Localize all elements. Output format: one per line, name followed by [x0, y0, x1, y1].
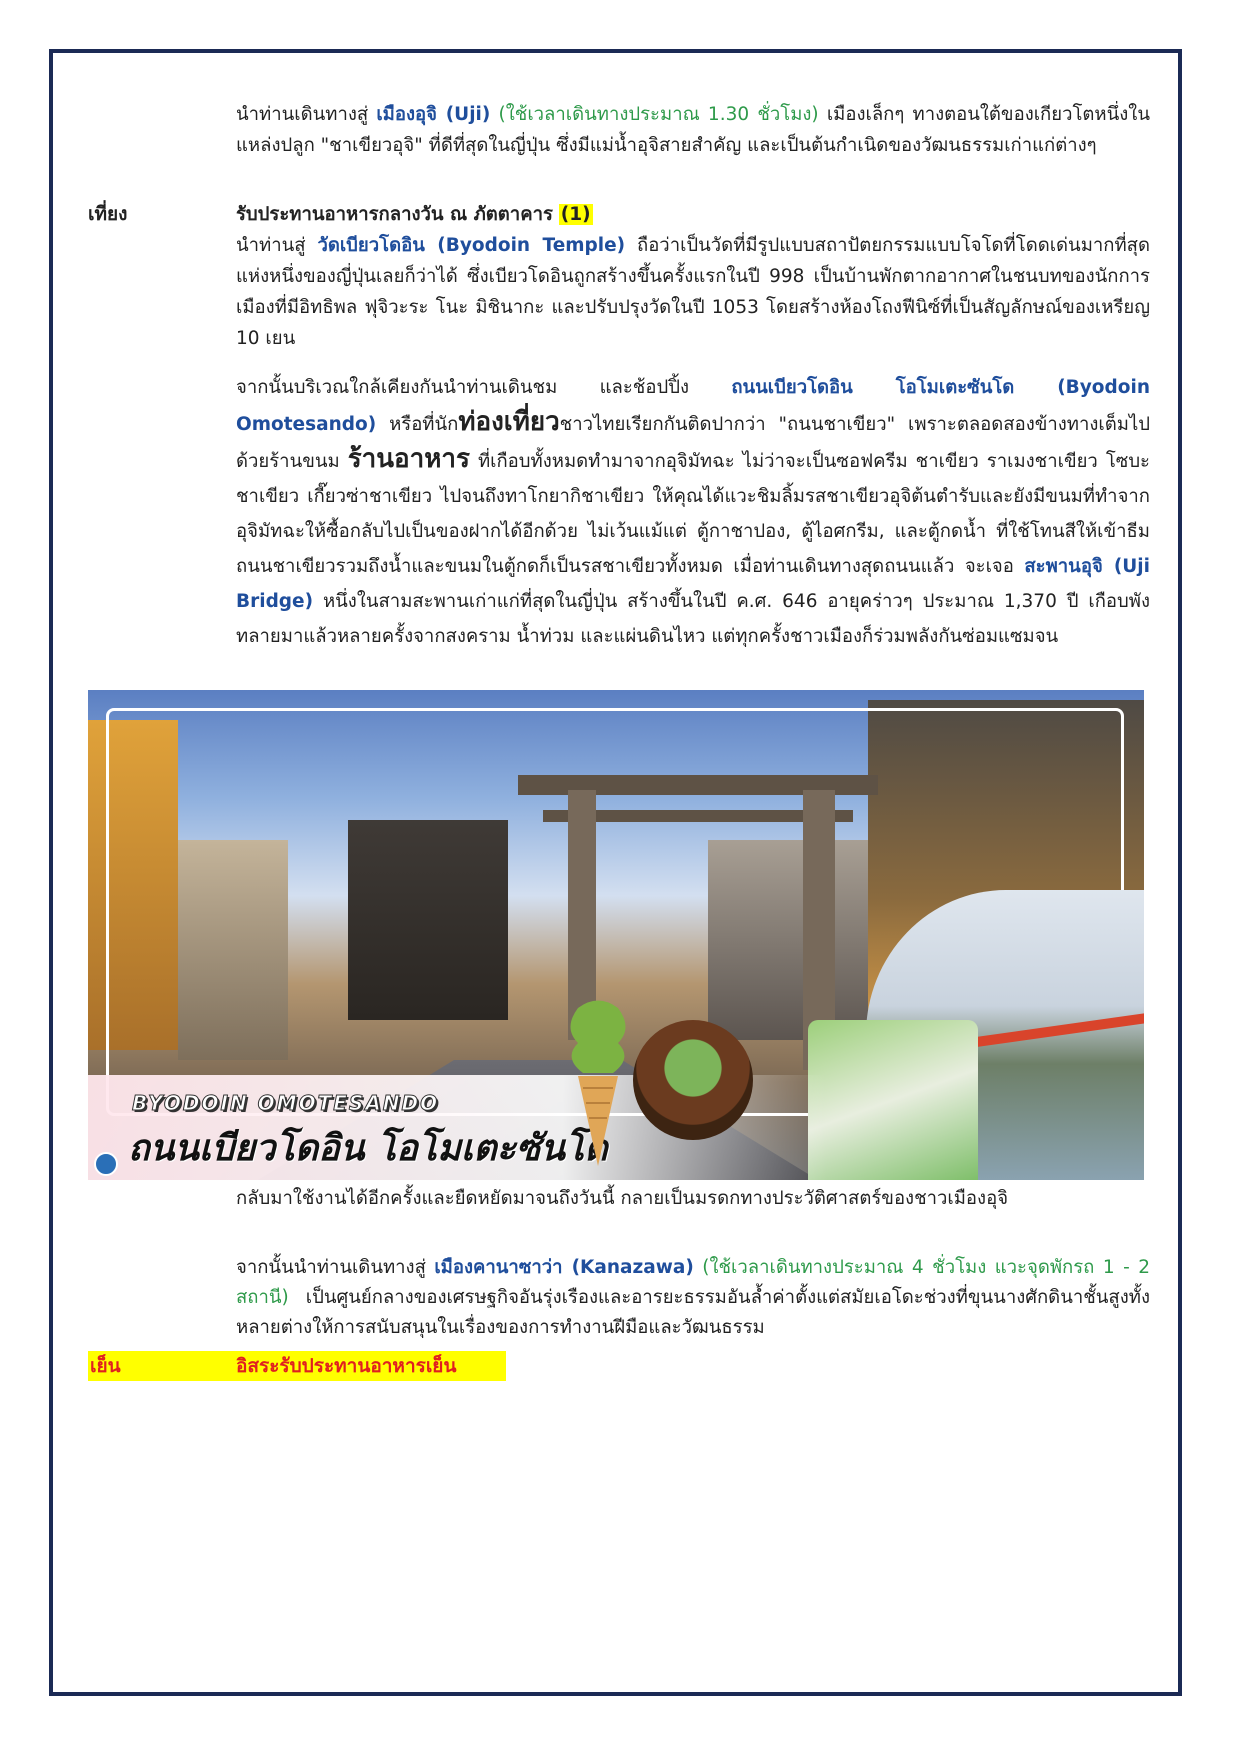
text-intro: นำท่านสู่ [236, 235, 318, 256]
meal-number: (1) [560, 204, 591, 225]
lunch-heading: รับประทานอาหารกลางวัน ณ ภัตตาคาร [236, 204, 553, 225]
emphasis-word-restaurant: ร้านอาหาร [347, 444, 470, 474]
matcha-soft-cream-icon [558, 998, 638, 1168]
text-intro: จากนั้นนำท่านเดินทางสู่ [236, 1257, 435, 1278]
paragraph-uji [236, 99, 1150, 161]
emphasis-word-tourist: ท่องเที่ยว [458, 407, 560, 437]
paragraph-kanazawa [236, 1253, 1150, 1343]
omotesando-photo [88, 690, 1144, 1180]
travel-time: (ใช้เวลาเดินทางประมาณ 1.30 ชั่วโมง) [490, 104, 819, 125]
dinner-text: อิสระรับประทานอาหารเย็น [236, 1355, 457, 1377]
place-omotesando: ถนนเบียวโดอิน โอโมเตะซันโด (Byodoin Omotesando) [236, 377, 1150, 435]
text-part: หรือที่นัก [376, 414, 459, 435]
banner-title-en: BYODOIN OMOTESANDO [132, 1091, 440, 1115]
place-uji: เมืองอุจิ (Uji) [376, 104, 491, 125]
text-intro: นำท่านเดินทางสู่ [236, 104, 377, 125]
paragraph-byodoin [236, 230, 1150, 354]
photo-caption: กลับมาใช้งานได้อีกครั้งและยืดหยัดมาจนถึงวันนี้ กลายเป็นมรดกทางประวัติศาสตร์ของชาวเมืองอุจิ [236, 1188, 1009, 1209]
text-part: หนึ่งในสามสะพานเก่าแก่ที่สุดในญี่ปุ่น สร้างขึ้นในปี ค.ศ. 646 อายุคร่าวๆ ประมาณ 1,370 ปี เกือบพังทลายมาแล้วหลายครั้งจากสงคราม น้ำท่วม และแผ่นดินไหว แต่ทุกครั้งชาวเมืองก็ร่วมพลังกันซ่อมแซมจน [236, 591, 1150, 647]
watermark-logo-icon [94, 1152, 118, 1176]
dinner-row [88, 1351, 506, 1381]
travel-time: (ใช้เวลาเดินทางประมาณ 4 ชั่วโมง แวะจุดพักรถ 1 - 2 สถานี) [236, 1257, 1150, 1308]
text-description: เป็นศูนย์กลางของเศรษฐกิจอันรุ่งเรืองและอารยะธรรมอันล้ำค่าตั้งแต่สมัยเอโดะช่วงที่ขุนนางศักดินาชั้นสูงทั้งหลายต่างให้การสนับสนุนในเรื่องของการทำงานฝีมือและวัฒนธรรม [236, 1287, 1150, 1338]
banner-title-th: ถนนเบียวโดอิน โอโมเตะซันโด [128, 1128, 608, 1169]
matcha-dessert-bowl [633, 1020, 753, 1140]
lunch-label: เที่ยง [88, 203, 128, 225]
place-uji-bridge: สะพานอุจิ (Uji Bridge) [236, 556, 1150, 612]
text-part: ที่เกือบทั้งหมดทำมาจากอุจิมัทฉะ ไม่ว่าจะเป็นซอฟครีม ชาเขียว ราเมงชาเขียว โซบะชาเขียว เกี๊ยวซ่าชาเขียว ไปจนถึงทาโกยากิชาเขียว ให้คุณได้แวะชิมลิ้มรสชาเขียวอุจิต้นตำรับและยังมีขนมที่ทำจากอุจิมัทฉะให้ซื้อกลับไปเป็นของฝากได้อีกด้วย ไม่เว้นแม้แต่ ตู้กาชาปอง, ตู้ไอศกรีม, และตู้กดน้ำ ที่ใช้โทนสีให้เข้าธีมถนนชาเขียวรวมถึงน้ำและขนมในตู้กดก็เป็นรสชาเขียวทั้งหมด เมื่อท่านเดินทางสุดถนนแล้ว จะเจอ [236, 451, 1150, 577]
text-intro: จากนั้นบริเวณใกล้เคียงกันนำท่านเดินชม และช้อปปิ้ง [236, 377, 732, 398]
lunch-heading-row [236, 199, 1150, 230]
place-kanazawa: เมืองคานาซาว่า (Kanazawa) [434, 1257, 694, 1278]
text-part: ชาวไทยเรียกกันติดปากว่า "ถนนชาเขียว" เพราะตลอดสองข้างทางเต็มไปด้วยร้านขนม [236, 414, 1150, 472]
dinner-label: เย็น [90, 1355, 121, 1377]
text-description: ถือว่าเป็นวัดที่มีรูปแบบสถาปัตยกรรมแบบโจโดที่โดดเด่นมากที่สุดแห่งหนึ่งของญี่ปุ่นเลยก็ว่าได้ ซึ่งเบียวโดอินถูกสร้างขึ้นครั้งแรกในปี 998 เป็นบ้านพักตากอากาศในชนบทของนักการเมืองที่มีอิทธิพล ฟุจิวะระ โนะ มิชินากะ และปรับปรุงวัดในปี 1053 โดยสร้างห้องโถงฟีนิซ์ที่เป็นสัญลักษณ์ของเหรียญ 10 เยน [236, 235, 1150, 349]
place-byodoin: วัดเบียวโดอิน (Byodoin Temple) [317, 235, 626, 256]
paragraph-omotesando [236, 370, 1150, 654]
text-description: เมืองเล็กๆ ทางตอนใต้ของเกียวโตหนึ่งในแหล่งปลูก "ชาเขียวอุจิ" ที่ดีที่สุดในญี่ปุ่น ซึ่งมีแม่น้ำอุจิสายสำคัญ และเป็นต้นกำเนิดของวัฒนธรรมเก่าแก่ต่างๆ [236, 104, 1150, 156]
